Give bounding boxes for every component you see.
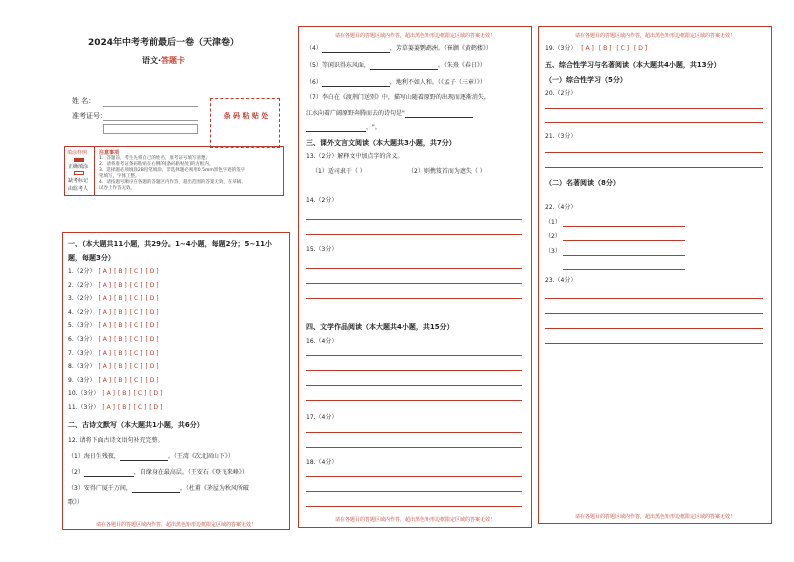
mc-row bbox=[68, 282, 162, 290]
section5-sub2: （二）名著阅读（8分） bbox=[545, 179, 620, 187]
mc-row bbox=[68, 363, 162, 371]
answer-line[interactable] bbox=[306, 400, 522, 401]
mc-option-d[interactable]: [ D ] bbox=[145, 268, 159, 275]
warning-right-bottom: 请在各题目的答题区域内作答，超出黑色矩形边框限定区域的答案无效！ bbox=[574, 514, 735, 520]
q16-label: 16.（4分） bbox=[306, 338, 338, 345]
q12-line1-text: （1）海日生残夜， bbox=[68, 453, 120, 460]
answer-line[interactable] bbox=[306, 234, 522, 235]
q13-prompt: 13.（2分）解释文中加点字的含义。 bbox=[306, 153, 404, 160]
warning-middle-top: 请在各题目的答题区域内作答，超出黑色矩形边框限定区域的答案无效！ bbox=[334, 33, 495, 39]
q12-line3-cont: 歌》） bbox=[68, 499, 84, 506]
q12-line5-text: （5）等闲识得东风面， bbox=[306, 62, 370, 69]
q12-line7: （7）李白在《渡荆门送别》中，描写山随着原野的出现而逐渐消失， bbox=[306, 94, 490, 101]
section3-heading: 三、课外文言文阅读（本大题共3小题，共7分） bbox=[306, 139, 456, 147]
q12-line1-source: 。（王湾《次北固山下》） bbox=[167, 453, 234, 460]
mc-option-a[interactable]: [ A ] bbox=[98, 281, 112, 289]
answer-line[interactable] bbox=[306, 268, 522, 269]
mc-option-d[interactable]: [ D ] bbox=[149, 404, 163, 411]
mc-label: 8.（3分） bbox=[68, 363, 96, 371]
answer-line[interactable] bbox=[306, 355, 522, 356]
q12-blank2[interactable] bbox=[84, 470, 134, 477]
answer-line[interactable] bbox=[306, 432, 522, 433]
mc-label: 4.（2分） bbox=[68, 308, 96, 316]
mc-row bbox=[68, 377, 162, 385]
mc-option-b[interactable]: [ B ] bbox=[114, 363, 127, 371]
q12-blank6[interactable] bbox=[322, 80, 390, 87]
proctor-label: 由监考人 bbox=[68, 186, 89, 192]
q12-line3 bbox=[68, 485, 249, 493]
mc-label: 5.（3分） bbox=[68, 322, 96, 330]
answer-line[interactable] bbox=[545, 108, 763, 109]
mc-label: 1.（2分） bbox=[68, 268, 96, 275]
q13-item2: （2）则携笈首而为遮失（ ） bbox=[408, 168, 486, 175]
warning-right-top: 请在各题目的答题区域内作答，超出黑色矩形边框限定区域的答案无效！ bbox=[574, 33, 735, 39]
q19-option-b[interactable]: [ B ] bbox=[598, 45, 612, 52]
instructions-box bbox=[64, 146, 284, 196]
mc-option-a[interactable]: [ A ] bbox=[98, 268, 112, 275]
q12-line1 bbox=[68, 453, 234, 461]
mc-option-c[interactable]: [ C ] bbox=[129, 349, 143, 357]
note-item: 3．选择题必须填涂2B铅笔填涂，非选择题必须用0.5mm黑色字迹的签字 bbox=[99, 168, 246, 173]
fill-example-label: 填涂样例 bbox=[67, 150, 88, 156]
q12-blank8[interactable] bbox=[306, 125, 366, 132]
q19-option-a[interactable]: [ A ] bbox=[581, 45, 594, 52]
answer-line[interactable] bbox=[306, 385, 522, 386]
q12-line7-text: 江水向着广阔原野奔腾而去的诗句是" bbox=[306, 110, 405, 117]
q12-line7-b bbox=[306, 110, 473, 118]
subject-separator: · bbox=[158, 56, 162, 65]
q17-label: 17.（4分） bbox=[306, 414, 338, 421]
notes-title: 注意事项 bbox=[99, 150, 120, 156]
section5-heading: 五、综合性学习与名著阅读（本大题共4小题，共13分） bbox=[545, 61, 721, 69]
answer-line[interactable] bbox=[563, 255, 685, 256]
mc-option-b[interactable]: [ B ] bbox=[114, 308, 127, 316]
q12-line3-text: （3）安得广厦千万间， bbox=[68, 485, 132, 492]
barcode-sticker-label: 条 码 粘 贴 处 bbox=[223, 112, 269, 120]
answer-line[interactable] bbox=[306, 298, 522, 299]
exam-title: 2024年中考考前最后一卷（天津卷） bbox=[88, 38, 240, 48]
note-item: 笔填写，字体工整。 bbox=[99, 174, 140, 179]
q12-line3-source: 。（杜甫《茅屋为秋风所破 bbox=[179, 485, 249, 492]
answer-line[interactable] bbox=[563, 240, 685, 241]
mc-option-a[interactable]: [ A ] bbox=[98, 322, 112, 330]
mc-option-b[interactable]: [ B ] bbox=[117, 404, 131, 411]
mc-option-c[interactable]: [ C ] bbox=[129, 363, 143, 371]
section4-heading: 四、文学作品阅读（本大题共4小题，共15分） bbox=[306, 323, 454, 331]
id-label: 准考证号： bbox=[72, 112, 107, 120]
mc-option-b[interactable]: [ B ] bbox=[114, 322, 127, 330]
answer-line[interactable] bbox=[306, 506, 522, 507]
q12-line6-text: （6） bbox=[306, 79, 322, 86]
mc-option-a[interactable]: [ A ] bbox=[102, 404, 115, 411]
q19-row bbox=[545, 45, 650, 53]
q22-item1 bbox=[545, 219, 561, 227]
answer-line[interactable] bbox=[306, 219, 522, 220]
mc-label: 10.（3分） bbox=[68, 390, 100, 398]
q20-label: 20.（2分） bbox=[545, 90, 577, 97]
note-item: 1．答题前，考生先将自己的姓名，准考证号填写清楚。 bbox=[99, 156, 210, 161]
q14-label: 14.（2分） bbox=[306, 197, 338, 204]
mc-option-b[interactable]: [ B ] bbox=[114, 336, 127, 343]
missing-label: 缺考标记 bbox=[68, 178, 89, 184]
answer-line[interactable] bbox=[545, 167, 763, 168]
mc-label: 9.（3分） bbox=[68, 376, 96, 384]
mc-option-c[interactable]: [ C ] bbox=[129, 376, 143, 384]
exam-subject: 语文 bbox=[142, 56, 158, 65]
q12-line7-comma: ， bbox=[366, 124, 373, 131]
notes-list bbox=[99, 156, 246, 192]
fill-sample-icon bbox=[74, 158, 84, 162]
answer-line[interactable] bbox=[545, 152, 763, 153]
mc-option-d[interactable]: [ D ] bbox=[145, 336, 159, 343]
mc-option-d[interactable]: [ D ] bbox=[145, 376, 159, 384]
mc-label: 2.（2分） bbox=[68, 281, 96, 289]
q12-blank1[interactable] bbox=[120, 454, 168, 461]
mc-option-b[interactable]: [ B ] bbox=[114, 349, 127, 357]
mc-row bbox=[68, 322, 162, 330]
q12-line7-end: "。 bbox=[372, 124, 381, 131]
mc-option-d[interactable]: [ D ] bbox=[145, 295, 159, 303]
mc-label: 11.（3分） bbox=[68, 404, 100, 411]
mc-option-c[interactable]: [ C ] bbox=[129, 268, 143, 275]
q22-item3-label: （3） bbox=[545, 248, 561, 255]
q12-blank3[interactable] bbox=[132, 486, 180, 493]
mc-option-c[interactable]: [ C ] bbox=[129, 295, 143, 303]
mc-option-b[interactable]: [ B ] bbox=[114, 281, 127, 289]
q12-blank7[interactable] bbox=[405, 111, 473, 118]
q12-prompt: 12. 请将下面古诗文语句补充完整。 bbox=[68, 437, 164, 444]
mc-option-b[interactable]: [ B ] bbox=[117, 390, 131, 398]
mc-row bbox=[68, 309, 162, 317]
warning-middle-bottom: 请在各题目的答题区域内作答，超出黑色矩形边框限定区域的答案无效！ bbox=[334, 517, 495, 523]
q12-line2-source: ，自缘身在最高层。（王安石《登飞来峰》） bbox=[133, 469, 248, 476]
q22-item3 bbox=[545, 248, 561, 256]
mc-label: 6.（3分） bbox=[68, 336, 96, 343]
note-item: 试卷上作答无效。 bbox=[99, 186, 135, 191]
q12-blank5[interactable] bbox=[370, 63, 438, 70]
section5-sub1: （一）综合性学习（5分） bbox=[545, 76, 627, 84]
q12-line7-c bbox=[306, 124, 381, 132]
mc-option-c[interactable]: [ C ] bbox=[129, 281, 143, 289]
mc-row bbox=[68, 268, 162, 276]
q12-line6-source: ，地利不如人和。（《孟子（三章）》） bbox=[389, 79, 486, 86]
mc-option-d[interactable]: [ D ] bbox=[145, 363, 159, 371]
q22-item1-label: （1） bbox=[545, 219, 561, 226]
answer-line[interactable] bbox=[563, 269, 685, 270]
q12-line2 bbox=[68, 469, 248, 477]
section1-heading-line1: 一、（本大题共11小题，共29分。1~4小题，每题2分；5~11小 bbox=[68, 240, 272, 248]
id-grid[interactable] bbox=[103, 124, 198, 134]
correct-fill-label: 正确填涂 bbox=[68, 164, 89, 170]
mc-row bbox=[68, 404, 165, 412]
q12-line5-source: 。（朱熹《春日》） bbox=[437, 62, 486, 69]
mc-label: 7.（3分） bbox=[68, 349, 96, 357]
mc-option-b[interactable]: [ B ] bbox=[114, 376, 127, 384]
q13-item1: （1）适司隶于（ ） bbox=[312, 168, 366, 175]
answer-line[interactable] bbox=[545, 328, 763, 329]
q12-line6 bbox=[306, 79, 486, 87]
q18-label: 18.（4分） bbox=[306, 459, 338, 466]
mc-option-d[interactable]: [ D ] bbox=[145, 349, 159, 357]
mc-option-c[interactable]: [ C ] bbox=[129, 308, 143, 316]
q12-line4 bbox=[306, 45, 492, 53]
mc-option-a[interactable]: [ A ] bbox=[98, 349, 112, 357]
name-label: 姓 名： bbox=[72, 97, 96, 105]
mc-option-b[interactable]: [ B ] bbox=[114, 295, 127, 303]
answer-box-right bbox=[538, 26, 772, 524]
mc-row bbox=[68, 350, 162, 358]
mc-option-c[interactable]: [ C ] bbox=[133, 404, 147, 411]
mc-option-c[interactable]: [ C ] bbox=[129, 336, 143, 343]
answer-line[interactable] bbox=[545, 298, 763, 299]
q21-label: 21.（3分） bbox=[545, 133, 577, 140]
barcode-sticker-area bbox=[210, 98, 280, 148]
section2-heading: 二、古诗文默写（本大题共1小题，共6分） bbox=[68, 421, 204, 429]
mc-label: 3.（2分） bbox=[68, 295, 96, 303]
fill-example-panel bbox=[65, 147, 95, 195]
mc-option-a[interactable]: [ A ] bbox=[102, 390, 115, 398]
answer-line[interactable] bbox=[306, 476, 522, 477]
mc-option-d[interactable]: [ D ] bbox=[145, 322, 159, 330]
answer-line[interactable] bbox=[306, 491, 522, 492]
missing-mark-box[interactable] bbox=[74, 171, 84, 175]
mc-option-a[interactable]: [ A ] bbox=[98, 363, 112, 371]
q12-line5 bbox=[306, 62, 486, 70]
answer-line[interactable] bbox=[306, 447, 522, 448]
q22-label: 22.（4分） bbox=[545, 204, 577, 211]
q12-blank4[interactable] bbox=[322, 46, 390, 53]
mc-option-a[interactable]: [ A ] bbox=[98, 376, 112, 384]
mc-row bbox=[68, 295, 162, 303]
section1-heading-line2: 题，每题3分） bbox=[68, 254, 115, 262]
q23-label: 23.（4分） bbox=[545, 277, 577, 284]
answer-line[interactable] bbox=[306, 370, 522, 371]
q12-line4-source: ，芳草萋萋鹦鹉洲。（崔颢《黄鹤楼》） bbox=[389, 45, 492, 52]
exam-subtitle: 答题卡 bbox=[161, 56, 186, 65]
q12-line2-text: （2） bbox=[68, 469, 84, 476]
q22-item2-label: （2） bbox=[545, 233, 561, 240]
answer-line[interactable] bbox=[545, 343, 763, 344]
mc-option-a[interactable]: [ A ] bbox=[98, 308, 112, 316]
mc-option-a[interactable]: [ A ] bbox=[98, 295, 112, 303]
answer-line[interactable] bbox=[545, 122, 763, 123]
mc-option-b[interactable]: [ B ] bbox=[114, 268, 127, 275]
q19-label: 19.（3分） bbox=[545, 45, 577, 52]
id-field[interactable] bbox=[103, 120, 198, 121]
mc-option-c[interactable]: [ C ] bbox=[133, 390, 147, 398]
answer-line[interactable] bbox=[306, 283, 522, 284]
exam-subject-line bbox=[142, 56, 185, 66]
name-field[interactable] bbox=[103, 106, 198, 107]
answer-line[interactable] bbox=[563, 226, 685, 227]
mc-row bbox=[68, 390, 165, 398]
note-item: 2．请将准考证条码粘贴在右侧的[条码粘贴处]的方框内。 bbox=[99, 162, 214, 167]
q22-item2 bbox=[545, 233, 561, 241]
q15-label: 15.（3分） bbox=[306, 246, 338, 253]
mc-option-a[interactable]: [ A ] bbox=[98, 336, 112, 343]
warning-left-bottom: 请在各题目的答题区域内作答，超出黑色矩形边框限定区域的答案无效！ bbox=[95, 522, 256, 528]
mc-option-d[interactable]: [ D ] bbox=[145, 281, 159, 289]
q19-option-c[interactable]: [ C ] bbox=[616, 45, 630, 52]
q12-line4-text: （4） bbox=[306, 45, 322, 52]
mc-row bbox=[68, 336, 162, 344]
mc-option-c[interactable]: [ C ] bbox=[129, 322, 143, 330]
q19-option-d[interactable]: [ D ] bbox=[633, 45, 648, 52]
note-item: 4．请按题号顺序在各题的答题区内作答，超出范围的答案无效，在草稿、 bbox=[99, 180, 246, 185]
mc-option-d[interactable]: [ D ] bbox=[145, 308, 159, 316]
answer-line[interactable] bbox=[545, 313, 763, 314]
mc-option-d[interactable]: [ D ] bbox=[149, 390, 163, 398]
